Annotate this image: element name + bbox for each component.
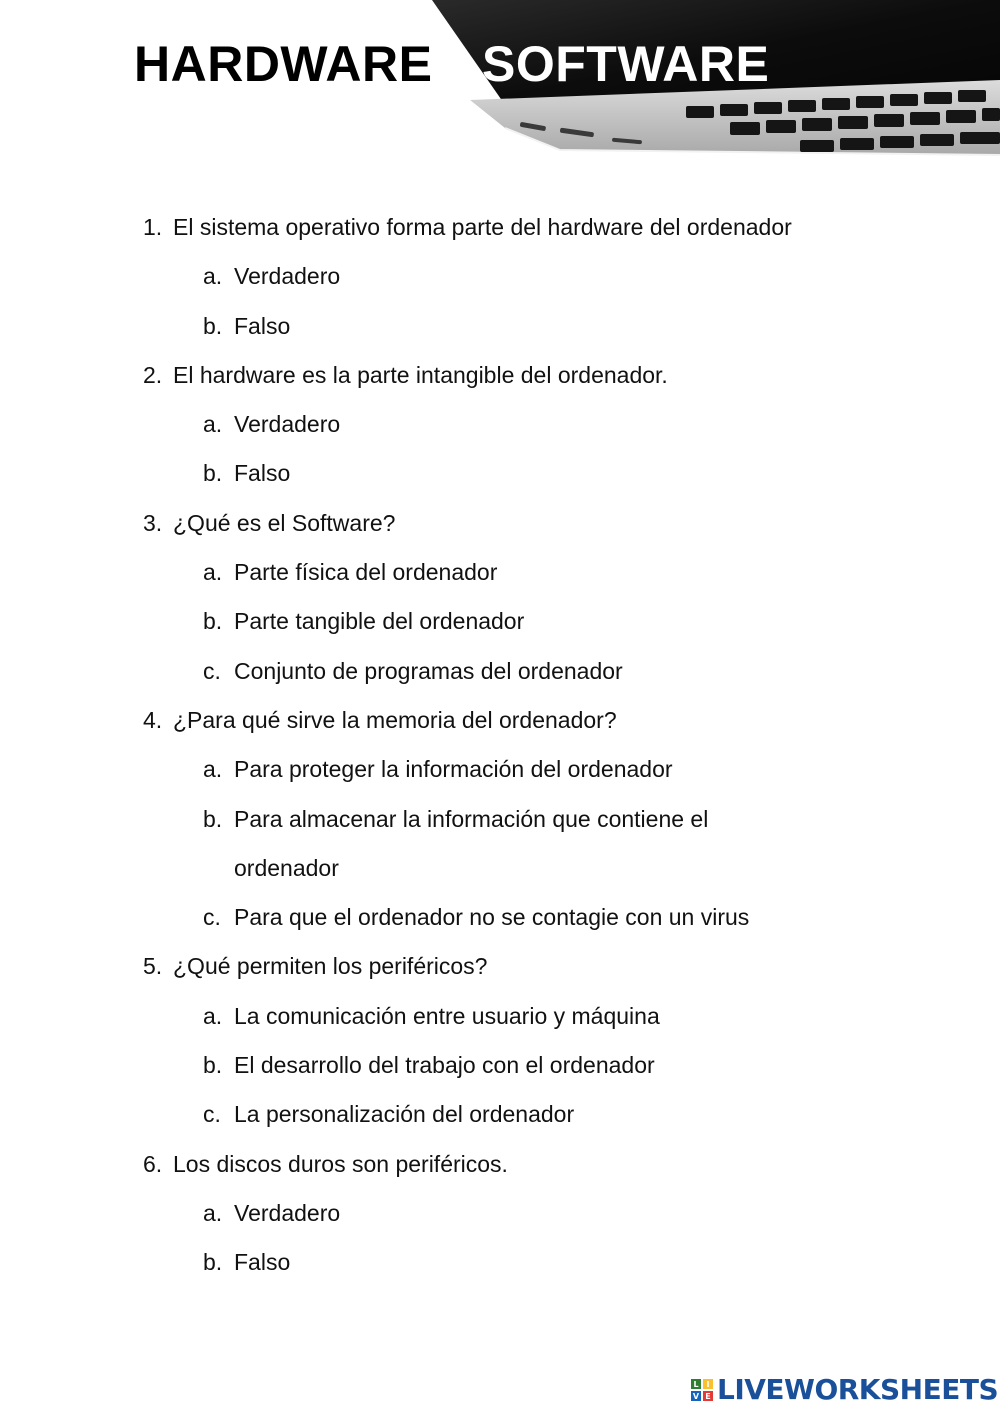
question-5 (0, 942, 1000, 991)
option-text: Falso (234, 460, 291, 487)
option-text: Falso (234, 1249, 291, 1276)
option-text: Para que el ordenador no se contagie con un virus (234, 904, 750, 931)
question-6-option-a[interactable] (0, 1189, 1000, 1238)
question-4-option-a[interactable] (0, 745, 1000, 794)
option-text: Conjunto de programas del ordenador (234, 657, 623, 684)
option-letter: c. (203, 904, 221, 931)
option-letter: a. (203, 1002, 223, 1029)
question-4-option-c[interactable] (0, 893, 1000, 942)
question-4-option-b[interactable] (0, 795, 1000, 844)
option-letter: a. (203, 1199, 223, 1226)
title-hardware: HARDWARE (134, 36, 433, 92)
option-letter: b. (203, 312, 223, 339)
option-text: Verdadero (234, 263, 341, 290)
question-3-option-c[interactable] (0, 647, 1000, 696)
option-text: ordenador (234, 854, 339, 881)
question-text: ¿Para qué sirve la memoria del ordenador? (173, 706, 617, 733)
option-text: Verdadero (234, 1199, 341, 1226)
option-text: Parte física del ordenador (234, 559, 498, 586)
svg-text:I: I (706, 1380, 710, 1389)
question-text: Los discos duros son periféricos. (173, 1150, 508, 1177)
question-5-option-b[interactable] (0, 1041, 1000, 1090)
question-5-option-a[interactable] (0, 992, 1000, 1041)
question-2-option-a[interactable] (0, 400, 1000, 449)
option-text: Para almacenar la información que contiene el (234, 805, 709, 832)
question-6-option-b[interactable] (0, 1238, 1000, 1287)
option-text: Parte tangible del ordenador (234, 608, 525, 635)
question-number: 4. (143, 706, 163, 733)
question-1 (0, 203, 1000, 252)
option-letter: a. (203, 559, 223, 586)
question-number: 5. (143, 953, 163, 980)
svg-text:E: E (705, 1392, 711, 1401)
question-3-option-a[interactable] (0, 548, 1000, 597)
option-text: Falso (234, 312, 291, 339)
question-2 (0, 351, 1000, 400)
option-letter: b. (203, 1249, 223, 1276)
option-letter: c. (203, 1101, 221, 1128)
question-6 (0, 1140, 1000, 1189)
question-5-option-c[interactable] (0, 1090, 1000, 1139)
question-number: 3. (143, 509, 163, 536)
question-number: 1. (143, 214, 163, 240)
svg-text:L: L (693, 1380, 699, 1389)
option-text: Para proteger la información del ordenador (234, 756, 673, 783)
option-letter: a. (203, 756, 223, 783)
svg-text:V: V (692, 1392, 700, 1401)
option-letter: c. (203, 657, 221, 684)
question-text: El sistema operativo forma parte del hardware del ordenador (173, 214, 792, 240)
title-software: SOFTWARE (482, 36, 770, 92)
question-number: 2. (143, 361, 163, 388)
question-4-option-b[interactable] (0, 844, 1000, 893)
question-3 (0, 499, 1000, 548)
liveworksheets-logo (690, 1372, 998, 1408)
question-3-option-b[interactable] (0, 597, 1000, 646)
option-text: La comunicación entre usuario y máquina (234, 1002, 660, 1029)
question-4 (0, 696, 1000, 745)
question-2-option-b[interactable] (0, 449, 1000, 498)
option-text: El desarrollo del trabajo con el ordenador (234, 1052, 655, 1079)
question-1-option-a[interactable] (0, 252, 1000, 301)
question-text: El hardware es la parte intangible del ordenador. (173, 361, 668, 388)
option-letter: b. (203, 1052, 223, 1079)
option-text: La personalización del ordenador (234, 1101, 575, 1128)
option-letter: a. (203, 411, 223, 438)
option-letter: b. (203, 460, 223, 487)
question-text: ¿Qué permiten los periféricos? (173, 953, 488, 980)
option-letter: b. (203, 805, 223, 832)
page-header (0, 0, 1000, 160)
question-1-option-b[interactable] (0, 302, 1000, 351)
liveworksheets-logo-icon (690, 1378, 714, 1402)
option-text: Verdadero (234, 411, 341, 438)
quiz-list (0, 203, 1000, 1288)
option-letter: a. (203, 263, 223, 290)
question-number: 6. (143, 1150, 163, 1177)
liveworksheets-logo-text: LIVEWORKSHEETS (717, 1373, 999, 1406)
option-letter: b. (203, 608, 223, 635)
question-text: ¿Qué es el Software? (173, 509, 396, 536)
